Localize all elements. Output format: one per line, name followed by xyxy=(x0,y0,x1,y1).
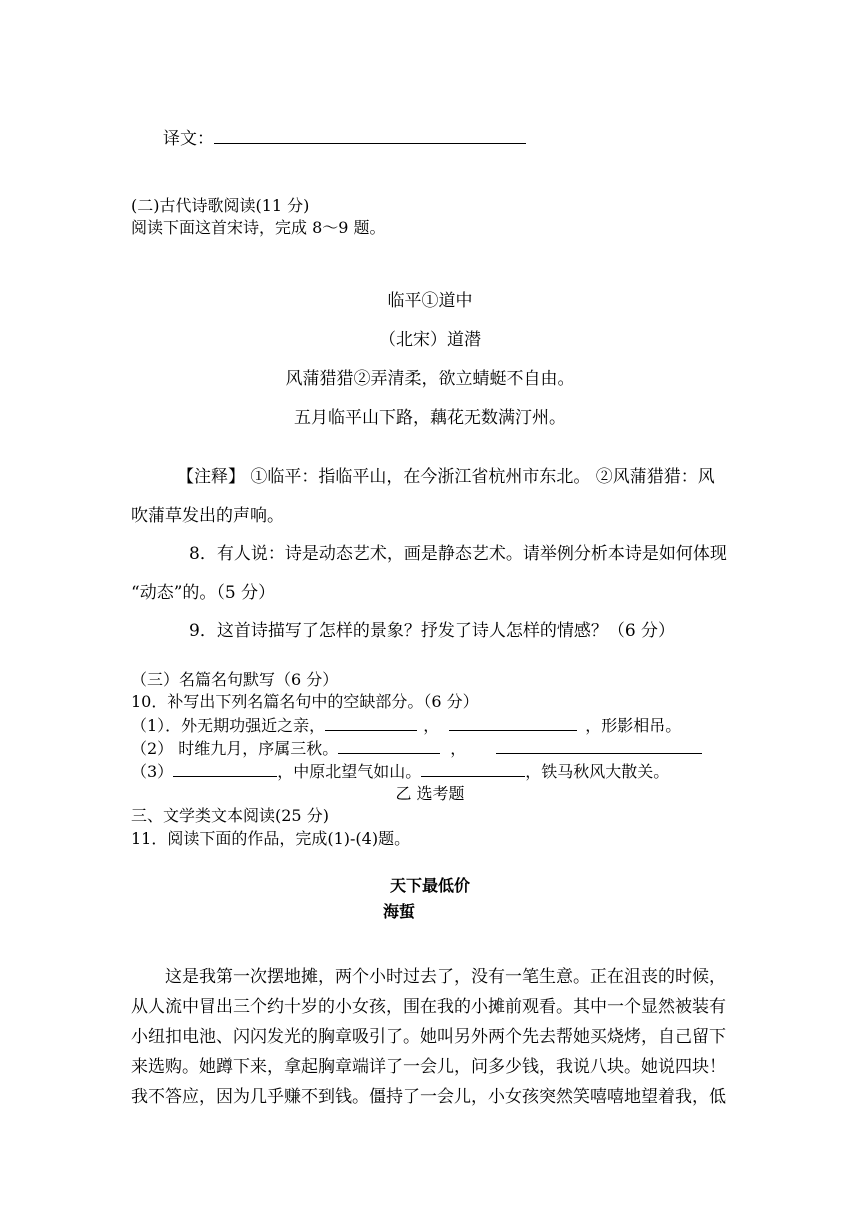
poem-title: 临平①道中 xyxy=(387,291,473,311)
item3-prefix: （3） xyxy=(131,762,174,781)
item3-blank-1[interactable] xyxy=(173,762,277,777)
item1-prefix: （1）．外无期功强近之亲， xyxy=(131,716,326,735)
part3-heading: 三、文学类文本阅读(25 分) xyxy=(131,806,329,825)
story-paragraph-line-2: 从人流中冒出三个约十岁的小女孩，围在我的小摊前观看。其中一个显然被装有 xyxy=(131,997,726,1017)
story-paragraph-line-5: 我不答应，因为几乎赚不到钱。僵持了一会儿，小女孩突然笑嘻嘻地望着我，低 xyxy=(131,1087,726,1107)
question-10-item-1 xyxy=(131,716,681,736)
elective-heading: 乙 选考题 xyxy=(395,784,465,803)
notes-line-2: 吹蒲草发出的声响。 xyxy=(131,506,284,526)
translation-line xyxy=(163,128,526,150)
question-9: 9．这首诗描写了怎样的景象？抒发了诗人怎样的情感？（6 分） xyxy=(189,621,676,641)
item1-blank-1[interactable] xyxy=(325,716,417,731)
item1-suffix: ，形影相吊。 xyxy=(585,716,682,735)
item3-mid: ，中原北望气如山。 xyxy=(277,762,422,781)
item1-sep: ， xyxy=(423,716,440,735)
question-8-line-1: 8．有人说：诗是动态艺术，画是静态艺术。请举例分析本诗是如何体现 xyxy=(189,544,727,564)
notes-line-1: 【注释】 ①临平：指临平山，在今浙江省杭州市东北。 ②风蒲猎猎：风 xyxy=(177,467,715,487)
story-title: 天下最低价 xyxy=(389,876,470,895)
item3-suffix: ，铁马秋风大散关。 xyxy=(525,762,670,781)
question-8-line-2: “动态”的。（5 分） xyxy=(131,583,276,603)
section2-instruction: 阅读下面这首宋诗，完成 8～9 题。 xyxy=(131,218,386,237)
translation-blank[interactable] xyxy=(214,129,526,144)
section2-heading: (二)古代诗歌阅读(11 分) xyxy=(131,196,310,215)
item2-sep: ， xyxy=(450,739,467,758)
story-paragraph-line-1: 这是我第一次摆地摊，两个小时过去了，没有一笔生意。正在沮丧的时候， xyxy=(165,967,726,987)
question-10-stem: 10．补写出下列名篇名句中的空缺部分。（6 分） xyxy=(131,692,479,711)
item3-blank-2[interactable] xyxy=(421,762,525,777)
question-10-item-2 xyxy=(131,739,702,759)
item2-prefix: （2） 时维九月，序属三秋。 xyxy=(131,739,339,758)
story-author: 海蜇 xyxy=(383,902,416,921)
question-10-item-3 xyxy=(131,762,669,782)
poem-line-2: 五月临平山下路，藕花无数满汀州。 xyxy=(294,408,566,428)
story-paragraph-line-4: 来选购。她蹲下来，拿起胸章端详了一会儿，问多少钱，我说八块。她说四块！ xyxy=(131,1057,726,1077)
item2-blank-1[interactable] xyxy=(338,739,440,754)
poem-line-1: 风蒲猎猎②弄清柔，欲立蜻蜓不自由。 xyxy=(285,369,575,389)
item1-blank-2[interactable] xyxy=(449,716,577,731)
translation-label: 译文： xyxy=(163,129,214,149)
section3-heading: （三）名篇名句默写（6 分） xyxy=(131,670,339,689)
poem-author: （北宋）道潜 xyxy=(379,330,481,350)
story-paragraph-line-3: 小纽扣电池、闪闪发光的胸章吸引了。她叫另外两个先去帮她买烧烤，自己留下 xyxy=(131,1027,726,1047)
item2-blank-2[interactable] xyxy=(496,739,702,754)
question-11: 11．阅读下面的作品，完成(1)-(4)题。 xyxy=(131,829,411,848)
